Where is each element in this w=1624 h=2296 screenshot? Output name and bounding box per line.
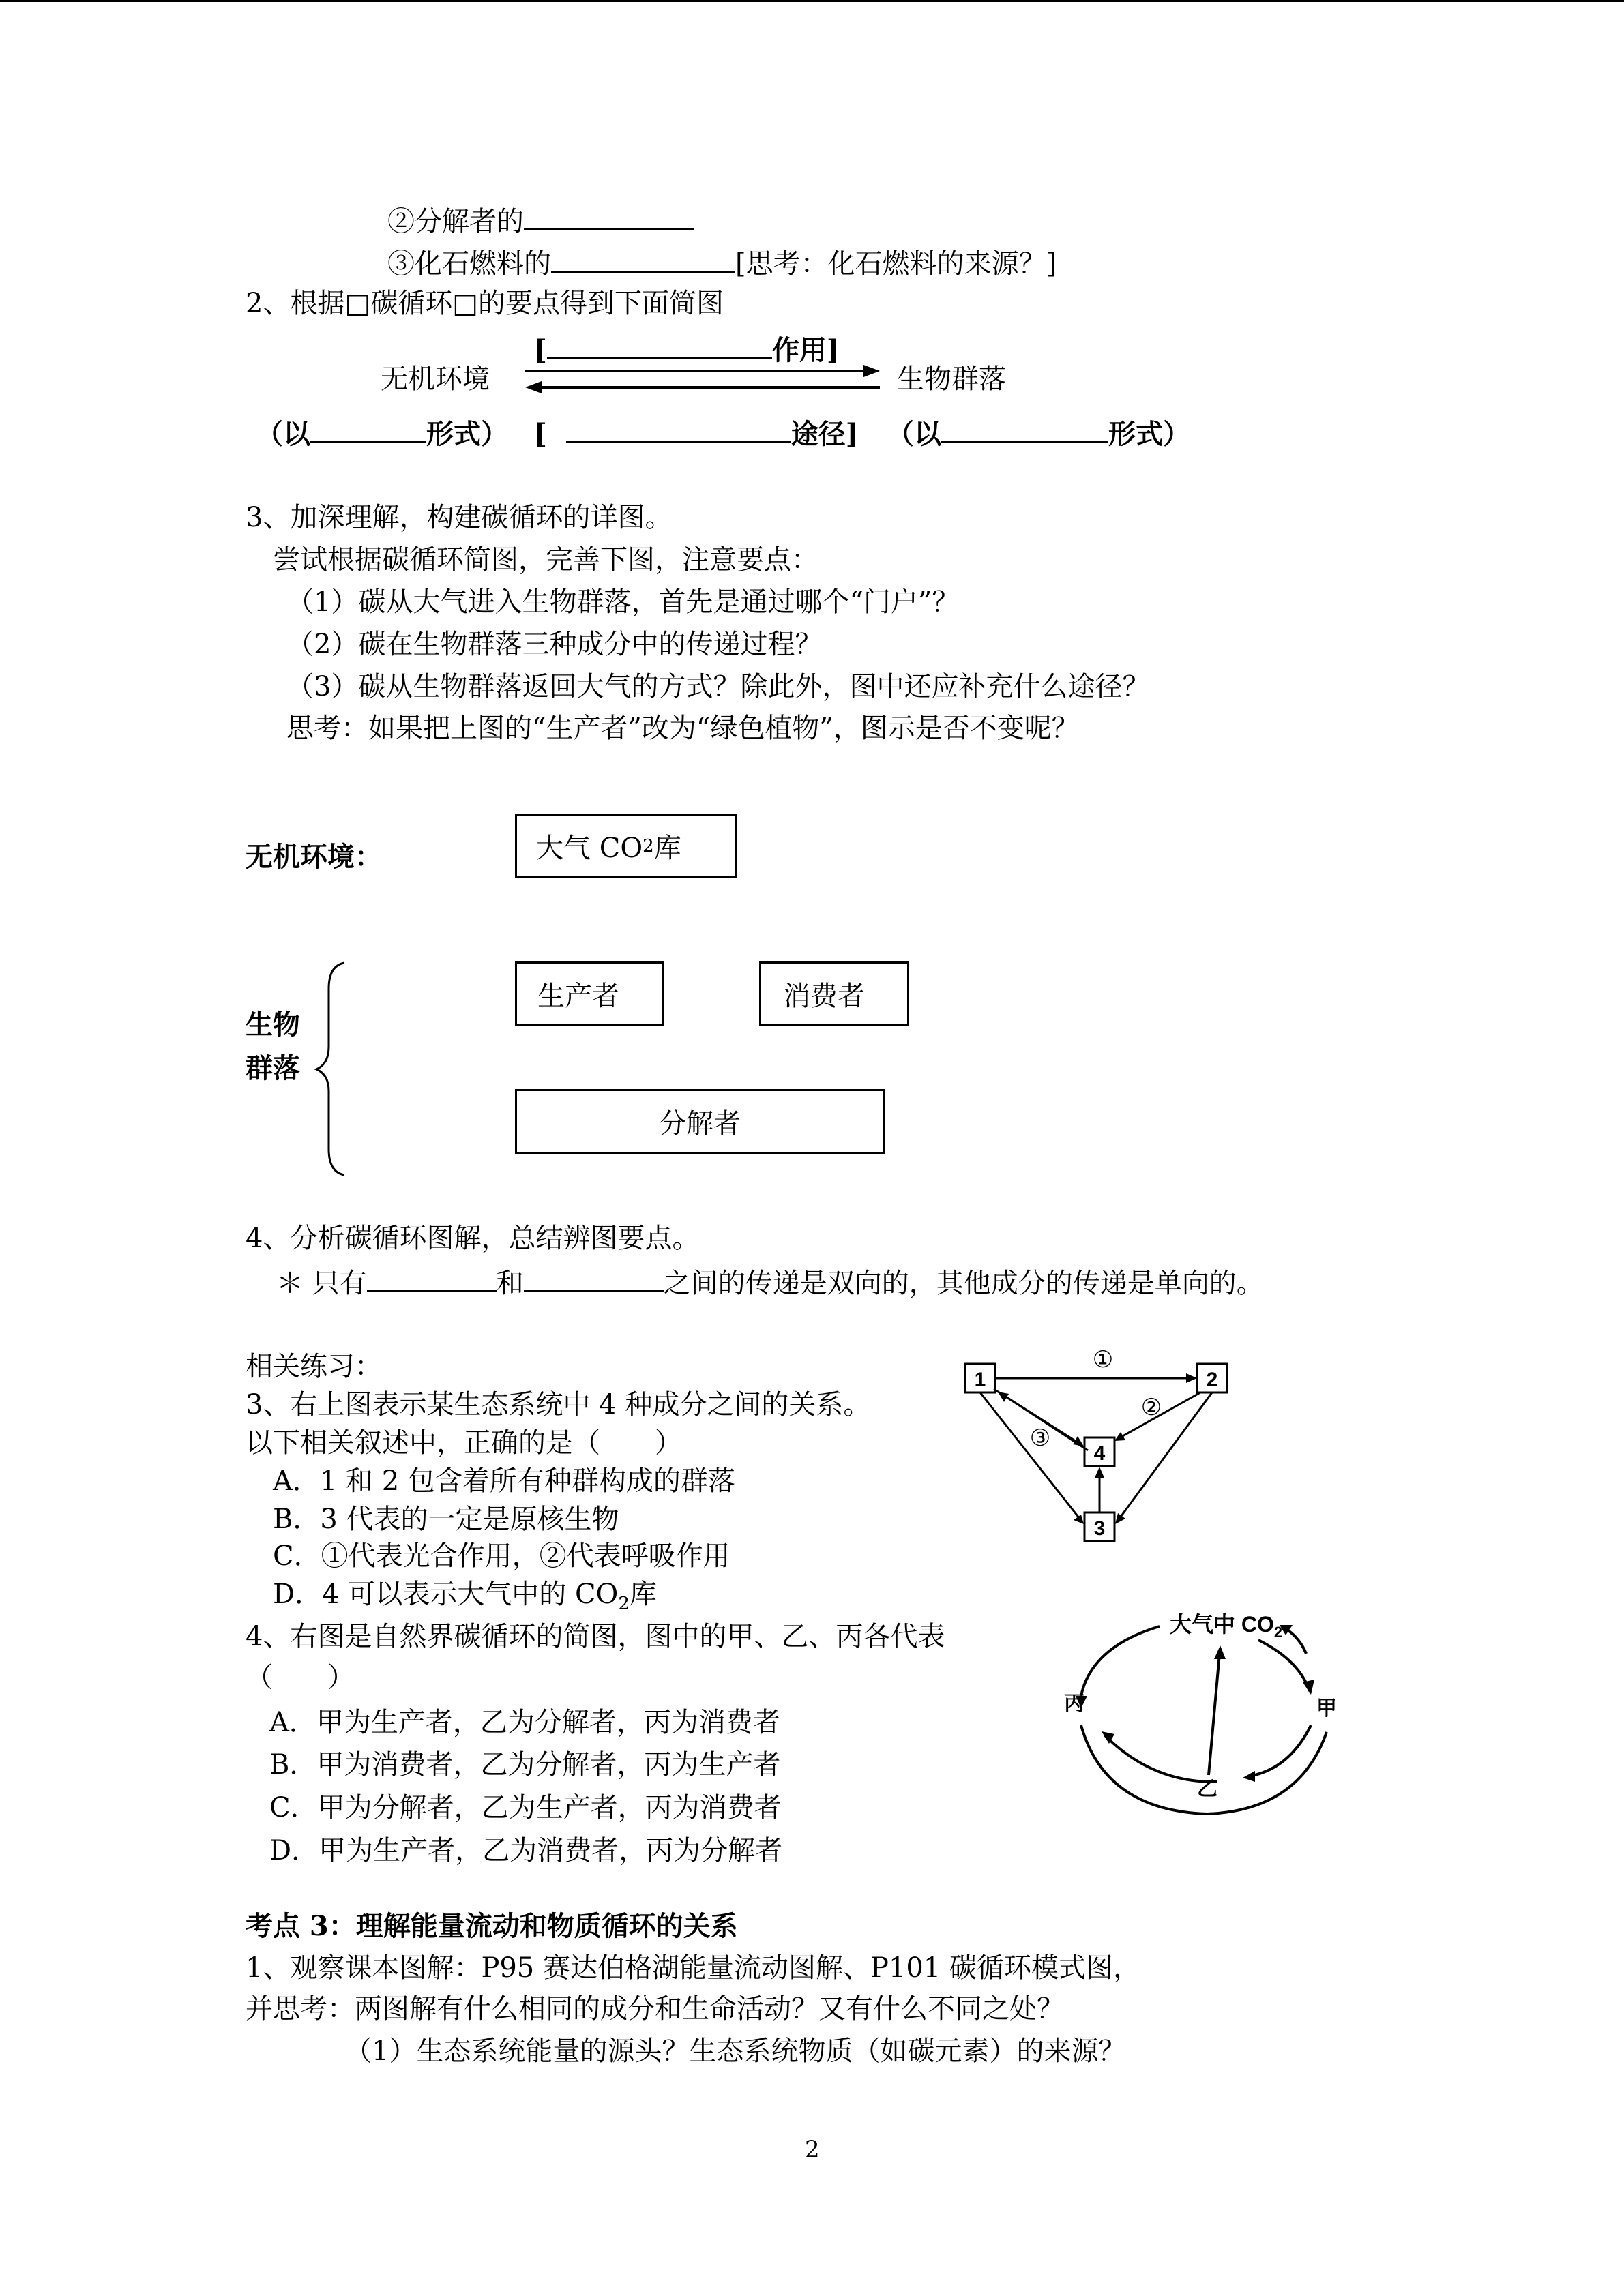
top-bracket: [ (534, 334, 547, 366)
producer-box (515, 961, 664, 1026)
practice-q4-line1: 4、右图是自然界碳循环的简图，图中的甲、乙、丙各代表 (246, 1621, 945, 1652)
arrowhead-right (863, 365, 880, 377)
star-prefix: ＊ 只有 (276, 1268, 367, 1299)
practice-q4-option-a[interactable]: A．甲为生产者，乙为分解者，丙为消费者 (269, 1707, 780, 1738)
arc-yi-to-bing (1105, 1735, 1217, 1782)
practice-q3-option-b[interactable]: B．3 代表的一定是原核生物 (273, 1504, 619, 1535)
biological-community-label: 生物群落 (897, 363, 1006, 395)
bottom-route (534, 414, 859, 452)
section3-title: 考点 3：理解能量流动和物质循环的关系 (246, 1910, 738, 1942)
practice-title: 相关练习： (246, 1351, 382, 1382)
right-form-blank[interactable] (941, 414, 1108, 443)
arrowhead-left (525, 381, 542, 393)
option-d-post: 库 (629, 1579, 657, 1610)
community-label-2: 群落 (246, 1052, 300, 1084)
section3-line2: 并思考：两图解有什么相同的成分和生命活动？又有什么不同之处？ (246, 1993, 1064, 2025)
section3-line3: （1）生态系统能量的源头？生态系统物质（如碳元素）的来源？ (344, 2036, 1126, 2067)
bottom-route-label: 途径] (791, 418, 859, 450)
carbon-cycle-figure (1064, 1606, 1350, 1831)
practice-q3-line2: 以下相关叙述中，正确的是（ ） (246, 1427, 682, 1459)
fossil-blank[interactable] (551, 243, 735, 273)
exchange-arrows (525, 361, 880, 396)
community-brace (314, 961, 348, 1176)
star-and: 和 (496, 1268, 524, 1299)
atmosphere-text: 大气 CO (536, 833, 643, 864)
star-suffix: 之间的传递是双向的，其他成分的传递是单向的。 (663, 1268, 1264, 1299)
fig2-bing: 丙 (1064, 1693, 1084, 1715)
bottom-bracket: [ (534, 418, 547, 450)
line-decomposer (387, 201, 694, 239)
q3-title: 3、加深理解，构建碳循环的详图。 (246, 502, 673, 533)
ecosystem-relation-figure (958, 1347, 1245, 1551)
practice-q4-line2: （ ） (246, 1662, 355, 1693)
community-label-1: 生物 (246, 1009, 300, 1041)
atmosphere-co2-box (515, 814, 737, 878)
decomposer-box (515, 1089, 885, 1154)
q3-point-3: （3）碳从生物群落返回大气的方式？除此外，图中还应补充什么途径？ (286, 671, 1150, 702)
q2-title: 2、根据□碳循环□的要点得到下面简图 (246, 288, 724, 319)
q3-point-1: （1）碳从大气进入生物群落，首先是通过哪个“门户”？ (286, 586, 960, 618)
practice-q3-option-c[interactable]: C．①代表光合作用，②代表呼吸作用 (273, 1540, 730, 1572)
practice-q4-option-d[interactable]: D．甲为生产者，乙为消费者，丙为分解者 (269, 1835, 783, 1866)
practice-q3-line1: 3、右上图表示某生态系统中 4 种成分之间的关系。 (246, 1389, 871, 1420)
fig2-air-sub: 2 (1273, 1624, 1283, 1641)
practice-q3-option-a[interactable]: A．1 和 2 包含着所有种群构成的群落 (273, 1465, 735, 1497)
q4-star-line (276, 1263, 1264, 1301)
left-form-blank[interactable] (310, 414, 426, 443)
producer-text: 生产者 (537, 981, 619, 1012)
fig1-circle-2: ② (1140, 1394, 1162, 1421)
fig1-label-1: 1 (974, 1369, 986, 1391)
page-top-border (0, 0, 1624, 2)
fig2-air-text: 大气中 CO (1170, 1612, 1274, 1637)
q4-title: 4、分析碳循环图解，总结辨图要点。 (246, 1223, 700, 1254)
arc-bottom-outer (1081, 1725, 1327, 1814)
fig1-label-4: 4 (1093, 1442, 1106, 1465)
inorganic-environment-label: 无机环境 (381, 363, 490, 395)
star-blank-2[interactable] (524, 1263, 664, 1292)
star-blank-1[interactable] (367, 1263, 497, 1292)
option-d-text: D．4 可以表示大气中的 CO (273, 1579, 619, 1610)
arc-jia-to-yi (1248, 1725, 1311, 1776)
top-action-label: 作用] (771, 334, 840, 366)
option-d-sub: 2 (618, 1594, 630, 1614)
arrow-yi-to-air (1209, 1654, 1220, 1775)
fig1-label-3: 3 (1093, 1517, 1106, 1540)
top-action-blank[interactable] (547, 330, 772, 359)
left-form-close: 形式） (426, 418, 508, 450)
decomposer-line-text: ②分解者的 (387, 206, 524, 237)
fig2-air (1170, 1612, 1282, 1641)
fig2-jia: 甲 (1316, 1697, 1337, 1720)
consumer-text: 消费者 (783, 981, 865, 1012)
right-form-open: （以 (887, 418, 941, 450)
atmosphere-sub: 2 (643, 835, 654, 856)
section3-line1: 1、观察课本图解：P95 赛达伯格湖能量流动图解、P101 碳循环模式图， (246, 1952, 1140, 1984)
atmosphere-post: 库 (653, 833, 681, 864)
left-form-open: （以 (256, 418, 310, 450)
page-number: 2 (805, 2136, 820, 2163)
line-fossil-fuel (387, 243, 1057, 282)
decomposer-blank[interactable] (524, 201, 694, 230)
bottom-route-blank[interactable] (566, 414, 791, 443)
inorganic-label: 无机环境： (246, 841, 382, 873)
right-form (887, 414, 1190, 452)
practice-q3-option-d[interactable] (273, 1577, 657, 1622)
right-form-close: 形式） (1108, 418, 1190, 450)
fossil-think-text: [思考：化石燃料的来源？] (735, 248, 1057, 280)
fig1-label-2: 2 (1206, 1369, 1218, 1391)
fossil-line-text: ③化石燃料的 (387, 248, 551, 280)
q3-point-2: （2）碳在生物群落三种成分中的传递过程？ (286, 629, 823, 660)
q3-think: 思考：如果把上图的“生产者”改为“绿色植物”，图示是否不变呢？ (286, 713, 1079, 744)
practice-q4-option-b[interactable]: B．甲为消费者，乙为分解者，丙为生产者 (269, 1749, 781, 1780)
q3-intro: 尝试根据碳循环简图，完善下图，注意要点： (273, 544, 818, 576)
fig2-yi: 乙 (1197, 1778, 1217, 1800)
fig1-circle-3: ③ (1029, 1425, 1051, 1452)
consumer-box (759, 961, 909, 1026)
decomposer-text: 分解者 (659, 1108, 741, 1139)
arc-top-left (1081, 1626, 1160, 1696)
left-form (256, 414, 508, 452)
fig1-circle-1: ① (1092, 1346, 1114, 1373)
practice-q4-option-c[interactable]: C．甲为分解者，乙为生产者，丙为消费者 (269, 1792, 782, 1823)
